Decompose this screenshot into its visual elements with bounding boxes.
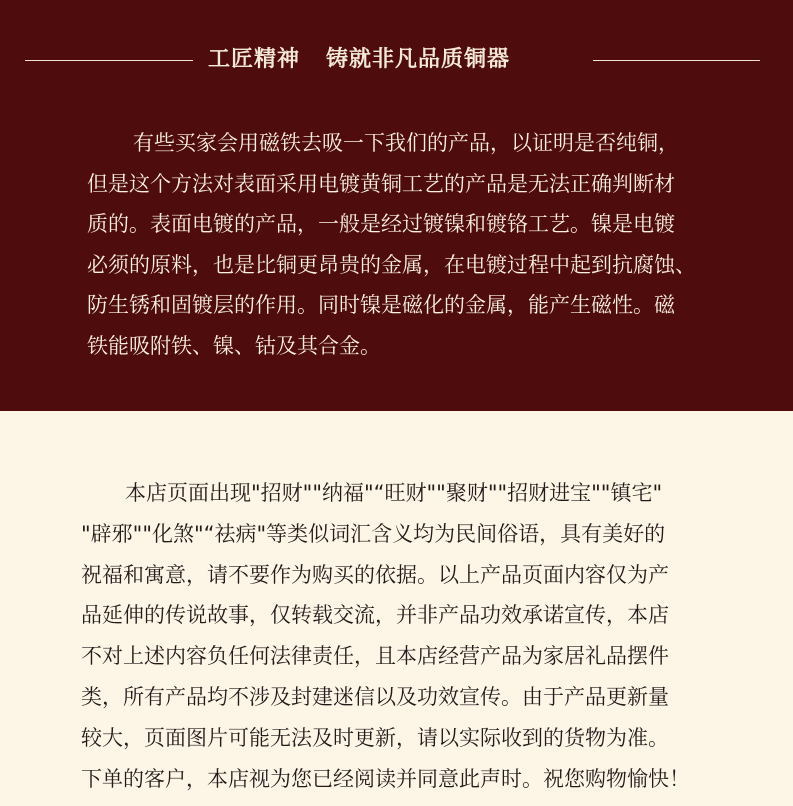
disclaimer-line: 品延伸的传说故事，仅转载交流，并非产品功效承诺宣传，本店 [81, 603, 669, 628]
disclaimer-line: 本店页面出现"招财""纳福"“旺财""聚财""招财进宝""镇宅" [125, 481, 663, 505]
intro-line: 但是这个方法对表面采用电镀黄铜工艺的产品是无法正确判断材 [87, 171, 675, 196]
disclaimer-panel [0, 411, 793, 806]
intro-line: 有些买家会用磁铁去吸一下我们的产品，以证明是否纯铜， [133, 131, 679, 155]
disclaimer-line: 下单的客户，本店视为您已经阅读并同意此声时。祝您购物愉快！ [81, 766, 690, 791]
intro-paragraph [87, 123, 696, 366]
intro-line: 防生锈和固镀层的作用。同时镍是磁化的金属，能产生磁性。磁 [87, 293, 675, 317]
disclaimer-paragraph [81, 473, 690, 799]
intro-line: 质的。表面电镀的产品，一般是经过镀镍和镀铬工艺。镍是电镀 [87, 212, 675, 236]
divider-right [593, 60, 760, 61]
title-right: 铸就非凡品质铜器 [326, 47, 511, 72]
title-left: 工匠精神 [208, 47, 301, 72]
divider-left [25, 60, 193, 61]
disclaimer-line: 较大，页面图片可能无法及时更新，请以实际收到的货物为准。 [81, 725, 669, 750]
intro-line: 必须的原料，也是比铜更昂贵的金属，在电镀过程中起到抗腐蚀、 [87, 252, 696, 277]
section-header [0, 44, 793, 76]
disclaimer-line: 祝福和寓意，请不要作为购买的依据。以上产品页面内容仅为产 [81, 562, 669, 587]
disclaimer-line: "辟邪""化煞"“祛病"等类似词汇含义均为民间俗语，具有美好的 [81, 521, 666, 546]
intro-line: 铁能吸附铁、镍、钴及其合金。 [87, 333, 381, 358]
disclaimer-line: 类，所有产品均不涉及封建迷信以及功效宣传。由于产品更新量 [81, 684, 669, 709]
section-title [208, 44, 586, 76]
disclaimer-line: 不对上述内容负任何法律责任，且本店经营产品为家居礼品摆件 [81, 644, 669, 669]
